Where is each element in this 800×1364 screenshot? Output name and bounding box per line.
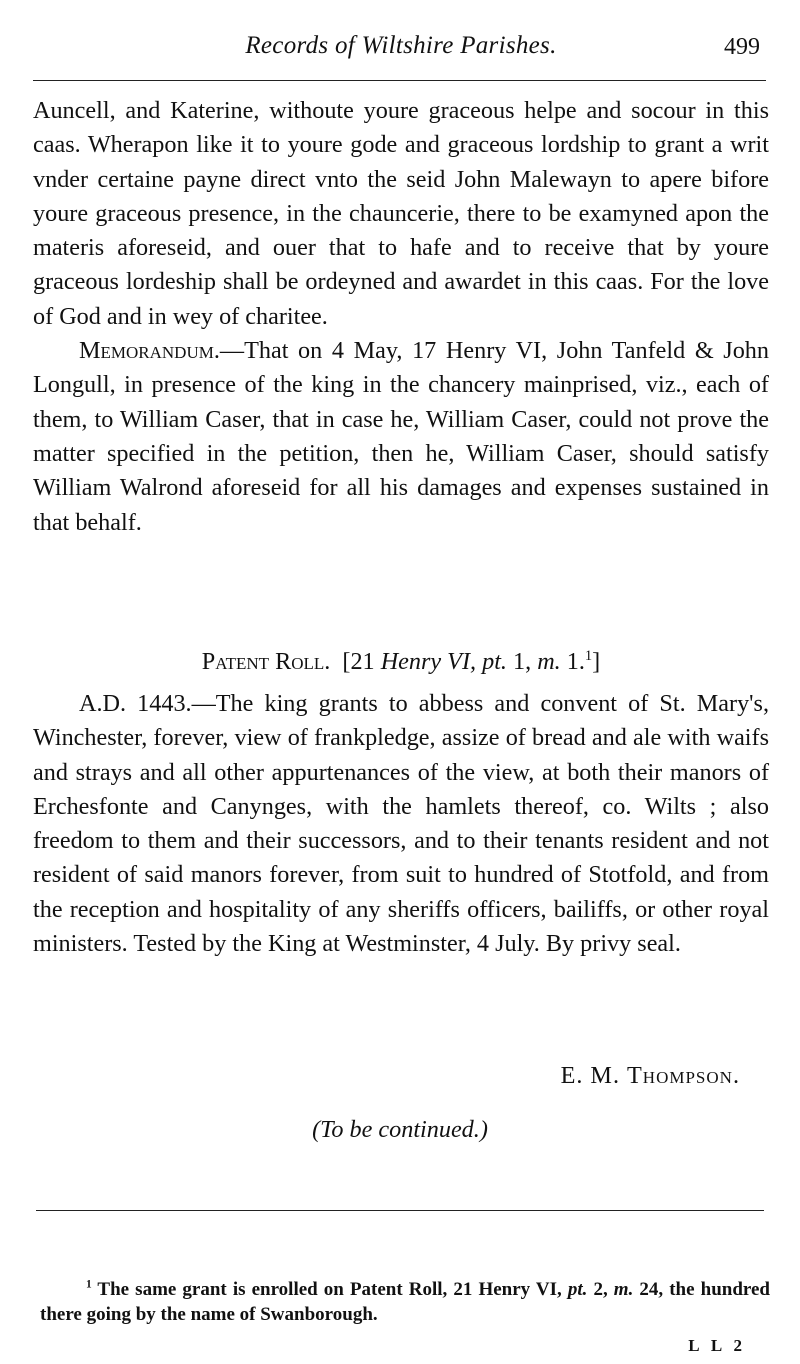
memorandum-paragraph — [33, 334, 769, 540]
footnote-mid: 2, — [587, 1279, 614, 1300]
body-text — [33, 94, 769, 540]
footnote-pt: pt. — [567, 1279, 588, 1300]
memorandum-label: Memorandum. — [79, 337, 220, 365]
patent-roll-heading — [33, 648, 769, 676]
patent-roll-text: 1443.—The king grants to abbess and convent of St. Mary's, Winchester, forever, view of frankpledge, assize of bread and ale with waifs and strays and all other appurtenances of the view, at both their manors of Erchesfonte and Canynges, with the hamlets thereof, co. Wilts ; also freedom to them and their successors, and to their tenants resident and not resident of said manors forever, from suit to hundred of Stotfold, and from the reception and hospitality of any sheriffs officers, bailiffs, or other royal ministers. Tested by the King at Westminster, 4 July. By privy seal. — [33, 690, 769, 958]
footnote-text-start: The same grant is enrolled on Patent Roll, 21 Henry VI, — [91, 1279, 568, 1300]
patent-roll-paragraph — [33, 687, 769, 961]
footnote-m: m. — [613, 1279, 634, 1300]
patent-roll-body — [33, 687, 769, 961]
running-title: Records of Wiltshire Parishes. — [245, 32, 557, 59]
date-label: A.D. — [79, 690, 127, 717]
footnote-rule — [36, 1210, 764, 1211]
running-head — [36, 32, 766, 66]
heading-reference: Henry VI, pt. — [380, 648, 507, 675]
heading-open: [21 — [342, 648, 381, 675]
heading-close: ] — [592, 648, 601, 675]
footnote-reference: 1 — [584, 647, 593, 664]
patent-roll-label: Patent Roll. — [201, 648, 331, 675]
page-number: 499 — [724, 34, 760, 60]
author-signature — [561, 1062, 740, 1090]
author-initials: E. M. — [560, 1062, 628, 1089]
continuation-note: (To be continued.) — [312, 1116, 488, 1143]
footnote-marker: 1 — [86, 1278, 92, 1291]
header-rule — [33, 80, 766, 81]
author-surname: Thompson. — [627, 1062, 740, 1089]
memorandum-text: —That on 4 May, 17 Henry VI, John Tanfeld & John Longull, in presence of the king in the chancery mainprised, viz., each of them, to William Caser, that in case he, William Caser, could not prove the matter specified in the petition, then he, William Caser, should satisfy William Walrond aforeseid for all his damages and expenses sustained in that behalf. — [33, 337, 769, 536]
heading-m: m. — [537, 648, 561, 675]
footnote-text-end: 24, the hundred there going by the name of Swanborough. — [40, 1279, 770, 1325]
printer-signature-mark: L L 2 — [688, 1336, 746, 1355]
footnote — [40, 1277, 770, 1327]
petition-paragraph: Auncell, and Katerine, withoute youre graceous helpe and socour in this caas. Wherapon like it to youre gode and graceous lordship to grant a writ vnder certaine payne direct vnto the seid John Malewayn to apere bifore youre graceous presence, in the chauncerie, there to be examyned apon the materis aforeseid, and ouer that to hafe and to receive that by youre graceous lordeship shall be ordeyned and awardet in this caas. For the love of God and in wey of charitee. — [33, 97, 769, 330]
heading-part: 1, — [506, 648, 538, 675]
heading-num: 1. — [560, 648, 585, 675]
